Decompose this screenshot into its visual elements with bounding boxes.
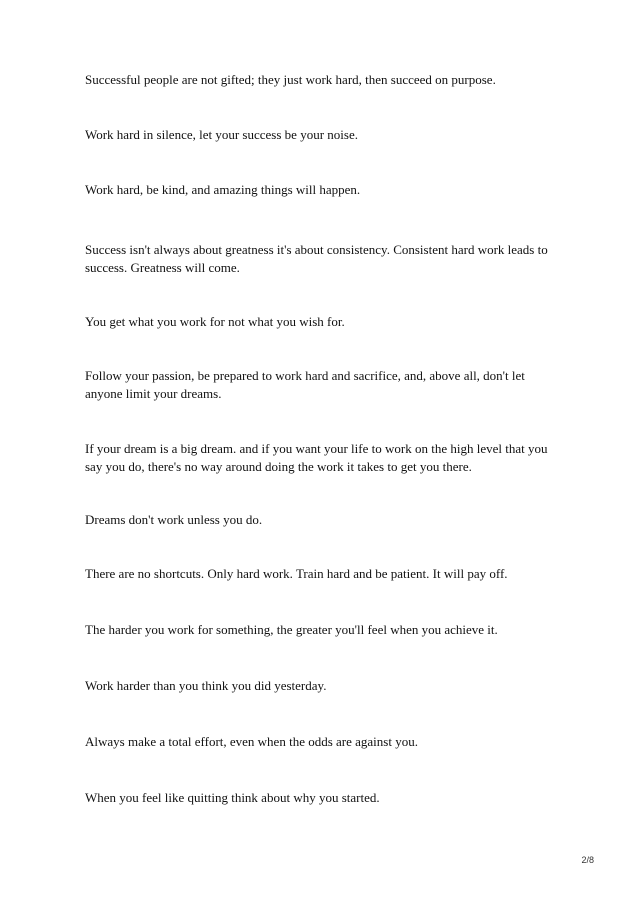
- quote-2: Work hard in silence, let your success be your noise.: [85, 127, 358, 142]
- quote-8: Dreams don't work unless you do.: [85, 512, 263, 527]
- quote-5: You get what you work for not what you wish for.: [85, 314, 345, 329]
- quote-7: If your dream is a big dream. and if you want your life to work on the high level that you say you do, there's no way around doing the work it takes to get you there.: [85, 441, 548, 474]
- quote-1: Successful people are not gifted; they just work hard, then succeed on purpose.: [85, 72, 496, 87]
- quote-6: Follow your passion, be prepared to work hard and sacrifice, and, above all, don't let anyone limit your dreams.: [85, 368, 525, 401]
- quote-12: Always make a total effort, even when the odds are against you.: [85, 734, 418, 749]
- quote-4: Success isn't always about greatness it's about consistency. Consistent hard work leads to success. Greatness will come.: [85, 242, 548, 275]
- quote-3: Work hard, be kind, and amazing things will happen.: [85, 182, 361, 197]
- quote-13: When you feel like quitting think about why you started.: [85, 790, 380, 805]
- quote-10: The harder you work for something, the greater you'll feel when you achieve it.: [85, 622, 498, 637]
- quote-11: Work harder than you think you did yesterday.: [85, 678, 327, 693]
- page-number: 2/8: [581, 855, 594, 865]
- quote-9: There are no shortcuts. Only hard work. Train hard and be patient. It will pay off.: [85, 566, 508, 581]
